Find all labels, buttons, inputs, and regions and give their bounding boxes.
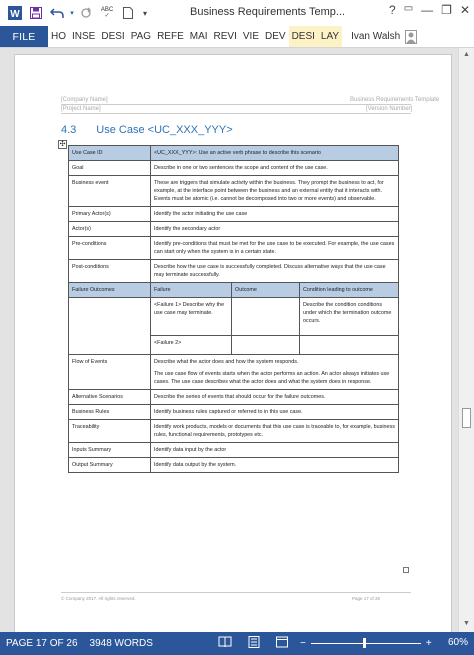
zoom-control xyxy=(300,632,432,655)
tab-home[interactable]: HO xyxy=(51,31,66,42)
business-event-value[interactable]: These are triggers that simulate activity within the business. They prompt the business to act, for example, at the interface point between the business and an external entity that it interacts with. Events must be atomic (i.e. cannot be decomposed into two or more events) and observable. xyxy=(151,176,399,207)
goal-label[interactable]: Goal xyxy=(69,161,151,176)
close-icon[interactable]: ✕ xyxy=(459,3,470,17)
table-resize-handle[interactable] xyxy=(403,567,409,573)
undo-dropdown-icon[interactable]: ▾ xyxy=(70,10,74,17)
use-case-table xyxy=(68,145,399,473)
zoom-level[interactable]: 60% xyxy=(447,637,468,648)
header-divider xyxy=(61,104,411,105)
section-heading xyxy=(61,124,233,136)
zoom-in-icon[interactable]: + xyxy=(425,638,432,649)
redo-icon[interactable] xyxy=(76,0,96,26)
table-row xyxy=(69,207,399,222)
table-row xyxy=(69,390,399,405)
scroll-down-icon[interactable]: ▼ xyxy=(463,620,470,627)
tab-page-layout[interactable]: PAG xyxy=(130,31,152,42)
failure-outcomes-spacer[interactable] xyxy=(69,298,151,355)
tab-developer[interactable]: DEV xyxy=(265,31,286,42)
table-row xyxy=(69,237,399,260)
tab-references[interactable]: REFE xyxy=(157,31,184,42)
failure-1-outcome[interactable] xyxy=(232,298,300,336)
view-buttons xyxy=(218,632,288,655)
goal-value[interactable]: Describe in one or two sentences the scope and content of the use case. xyxy=(151,161,399,176)
zoom-slider-thumb[interactable] xyxy=(363,638,366,648)
use-case-id-value[interactable]: <UC_XXX_YYY>: Use an active verb phrase to describe this scenario xyxy=(151,146,399,161)
flow-of-events-label[interactable]: Flow of Events xyxy=(69,355,151,390)
tab-insert[interactable]: INSE xyxy=(72,31,96,42)
customize-toolbar-icon[interactable]: ▾ xyxy=(142,8,147,18)
tab-view[interactable]: VIE xyxy=(242,31,259,42)
word-count[interactable]: 3948 WORDS xyxy=(89,638,153,649)
word-icon xyxy=(4,0,26,26)
table-row xyxy=(69,161,399,176)
new-document-icon[interactable] xyxy=(118,0,138,26)
user-avatar-icon[interactable] xyxy=(405,26,417,47)
window-controls xyxy=(389,3,470,17)
print-layout-icon[interactable] xyxy=(248,636,260,651)
table-row xyxy=(69,222,399,237)
scrollbar-thumb[interactable] xyxy=(462,408,471,428)
flow-of-events-line-2: The use case flow of events starts when the actor performs an action. An actor always initiates use cases. The use case describes what the actor does and what the system does in response. xyxy=(154,371,390,385)
tab-table-design[interactable]: DESI xyxy=(289,26,318,47)
business-rules-value[interactable]: Identify business rules captured or referred to in this use case. xyxy=(151,405,399,420)
table-row xyxy=(69,355,399,390)
preconditions-label[interactable]: Pre-conditions xyxy=(69,237,151,260)
failure-column-header[interactable]: Failure xyxy=(151,283,232,298)
undo-icon[interactable] xyxy=(46,0,68,26)
failure-outcomes-label[interactable]: Failure Outcomes xyxy=(69,283,151,298)
flow-of-events-line-1: Describe what the actor does and how the system responds. xyxy=(154,359,299,365)
section-number: 4.3 xyxy=(61,124,77,136)
primary-actor-value[interactable]: Identify the actor initiating the use case xyxy=(151,207,399,222)
failure-1-condition[interactable]: Describe the condition conditions under which the termination outcome occurs. xyxy=(300,298,399,336)
failure-2-outcome[interactable] xyxy=(232,336,300,355)
table-row xyxy=(69,405,399,420)
table-row xyxy=(69,458,399,473)
failure-1[interactable]: <Failure 1> Describe why the use case may terminate. xyxy=(151,298,232,336)
ribbon-display-icon[interactable]: ▭ xyxy=(403,3,414,14)
spelling-icon[interactable]: ABC ✓ xyxy=(100,7,114,19)
read-mode-icon[interactable] xyxy=(218,636,232,651)
failure-2-condition[interactable] xyxy=(300,336,399,355)
web-layout-icon[interactable] xyxy=(276,636,288,651)
table-move-handle-icon[interactable]: ✣ xyxy=(59,141,66,148)
inputs-summary-label[interactable]: Inputs Summary xyxy=(69,443,151,458)
minimize-icon[interactable]: — xyxy=(421,3,434,17)
output-summary-label[interactable]: Output Summary xyxy=(69,458,151,473)
postconditions-value[interactable]: Describe how the use case is successfully completed. Discuss alternative ways that the use case may terminate successfully. xyxy=(151,260,399,283)
table-row xyxy=(69,298,399,336)
help-icon[interactable]: ? xyxy=(389,3,396,17)
header-company-name: [Company Name] xyxy=(61,97,108,103)
postconditions-label[interactable]: Post-conditions xyxy=(69,260,151,283)
table-row xyxy=(69,420,399,443)
user-account[interactable]: Ivan Walsh xyxy=(351,31,401,42)
outcome-column-header[interactable]: Outcome xyxy=(232,283,300,298)
tab-file[interactable]: FILE xyxy=(0,26,48,47)
tab-design[interactable]: DESI xyxy=(101,31,125,42)
footer-copyright: © Company 2017. All rights reserved. xyxy=(61,596,136,601)
restore-icon[interactable]: ❐ xyxy=(441,3,452,17)
use-case-id-label[interactable]: Use Case ID xyxy=(69,146,151,161)
alternative-scenarios-value[interactable]: Describe the series of events that should occur for the failure outcomes. xyxy=(151,390,399,405)
tab-mailings[interactable]: MAI xyxy=(189,31,208,42)
table-row xyxy=(69,146,399,161)
inputs-summary-value[interactable]: Identify data input by the actor xyxy=(151,443,399,458)
output-summary-value[interactable]: Identify data output by the system. xyxy=(151,458,399,473)
zoom-out-icon[interactable]: − xyxy=(300,638,306,649)
ribbon-tabs xyxy=(0,26,474,48)
traceability-label[interactable]: Traceability xyxy=(69,420,151,443)
alternative-scenarios-label[interactable]: Alternative Scenarios xyxy=(69,390,151,405)
page-count[interactable]: PAGE 17 OF 26 xyxy=(6,638,78,649)
preconditions-value[interactable]: Identify pre-conditions that must be met for the use case to be executed. For example, the use cases can start only when the system is in a certain state. xyxy=(151,237,399,260)
actors-value[interactable]: Identify the secondary actor xyxy=(151,222,399,237)
tab-review[interactable]: REVI xyxy=(213,31,237,42)
header-project-name: [Project Name] xyxy=(61,106,101,112)
header-version-number: [Version Number] xyxy=(366,106,413,112)
svg-text:W: W xyxy=(10,9,20,20)
table-row xyxy=(69,283,399,298)
document-title: Business Requirements Temp... xyxy=(190,6,346,18)
condition-column-header[interactable]: Condition leading to outcome xyxy=(300,283,399,298)
actors-label[interactable]: Actor(s) xyxy=(69,222,151,237)
table-row xyxy=(69,443,399,458)
table-row xyxy=(69,260,399,283)
header-divider-2 xyxy=(61,113,411,114)
business-rules-label[interactable]: Business Rules xyxy=(69,405,151,420)
document-workspace xyxy=(0,48,474,632)
zoom-slider[interactable] xyxy=(311,643,421,644)
tab-table-layout[interactable]: LAY xyxy=(318,26,342,47)
failure-2[interactable]: <Failure 2> xyxy=(151,336,232,355)
vertical-scrollbar[interactable] xyxy=(458,48,474,632)
table-row xyxy=(69,176,399,207)
header-template-name: Business Requirements Template xyxy=(350,97,440,103)
traceability-value[interactable]: Identify work products, models or documents that this use case is traceable to, for example, business rules, functional requirements, prototypes etc. xyxy=(151,420,399,443)
save-icon[interactable] xyxy=(26,0,46,26)
status-bar xyxy=(0,632,474,655)
flow-of-events-value[interactable] xyxy=(151,355,399,390)
primary-actor-label[interactable]: Primary Actor(s) xyxy=(69,207,151,222)
scroll-up-icon[interactable]: ▲ xyxy=(463,51,470,58)
footer-divider xyxy=(61,592,411,593)
title-bar xyxy=(0,0,474,26)
section-title: Use Case <UC_XXX_YYY> xyxy=(96,124,233,136)
footer-page-number: Page 17 of 26 xyxy=(352,596,381,601)
business-event-label[interactable]: Business event xyxy=(69,176,151,207)
document-page[interactable] xyxy=(14,54,452,632)
